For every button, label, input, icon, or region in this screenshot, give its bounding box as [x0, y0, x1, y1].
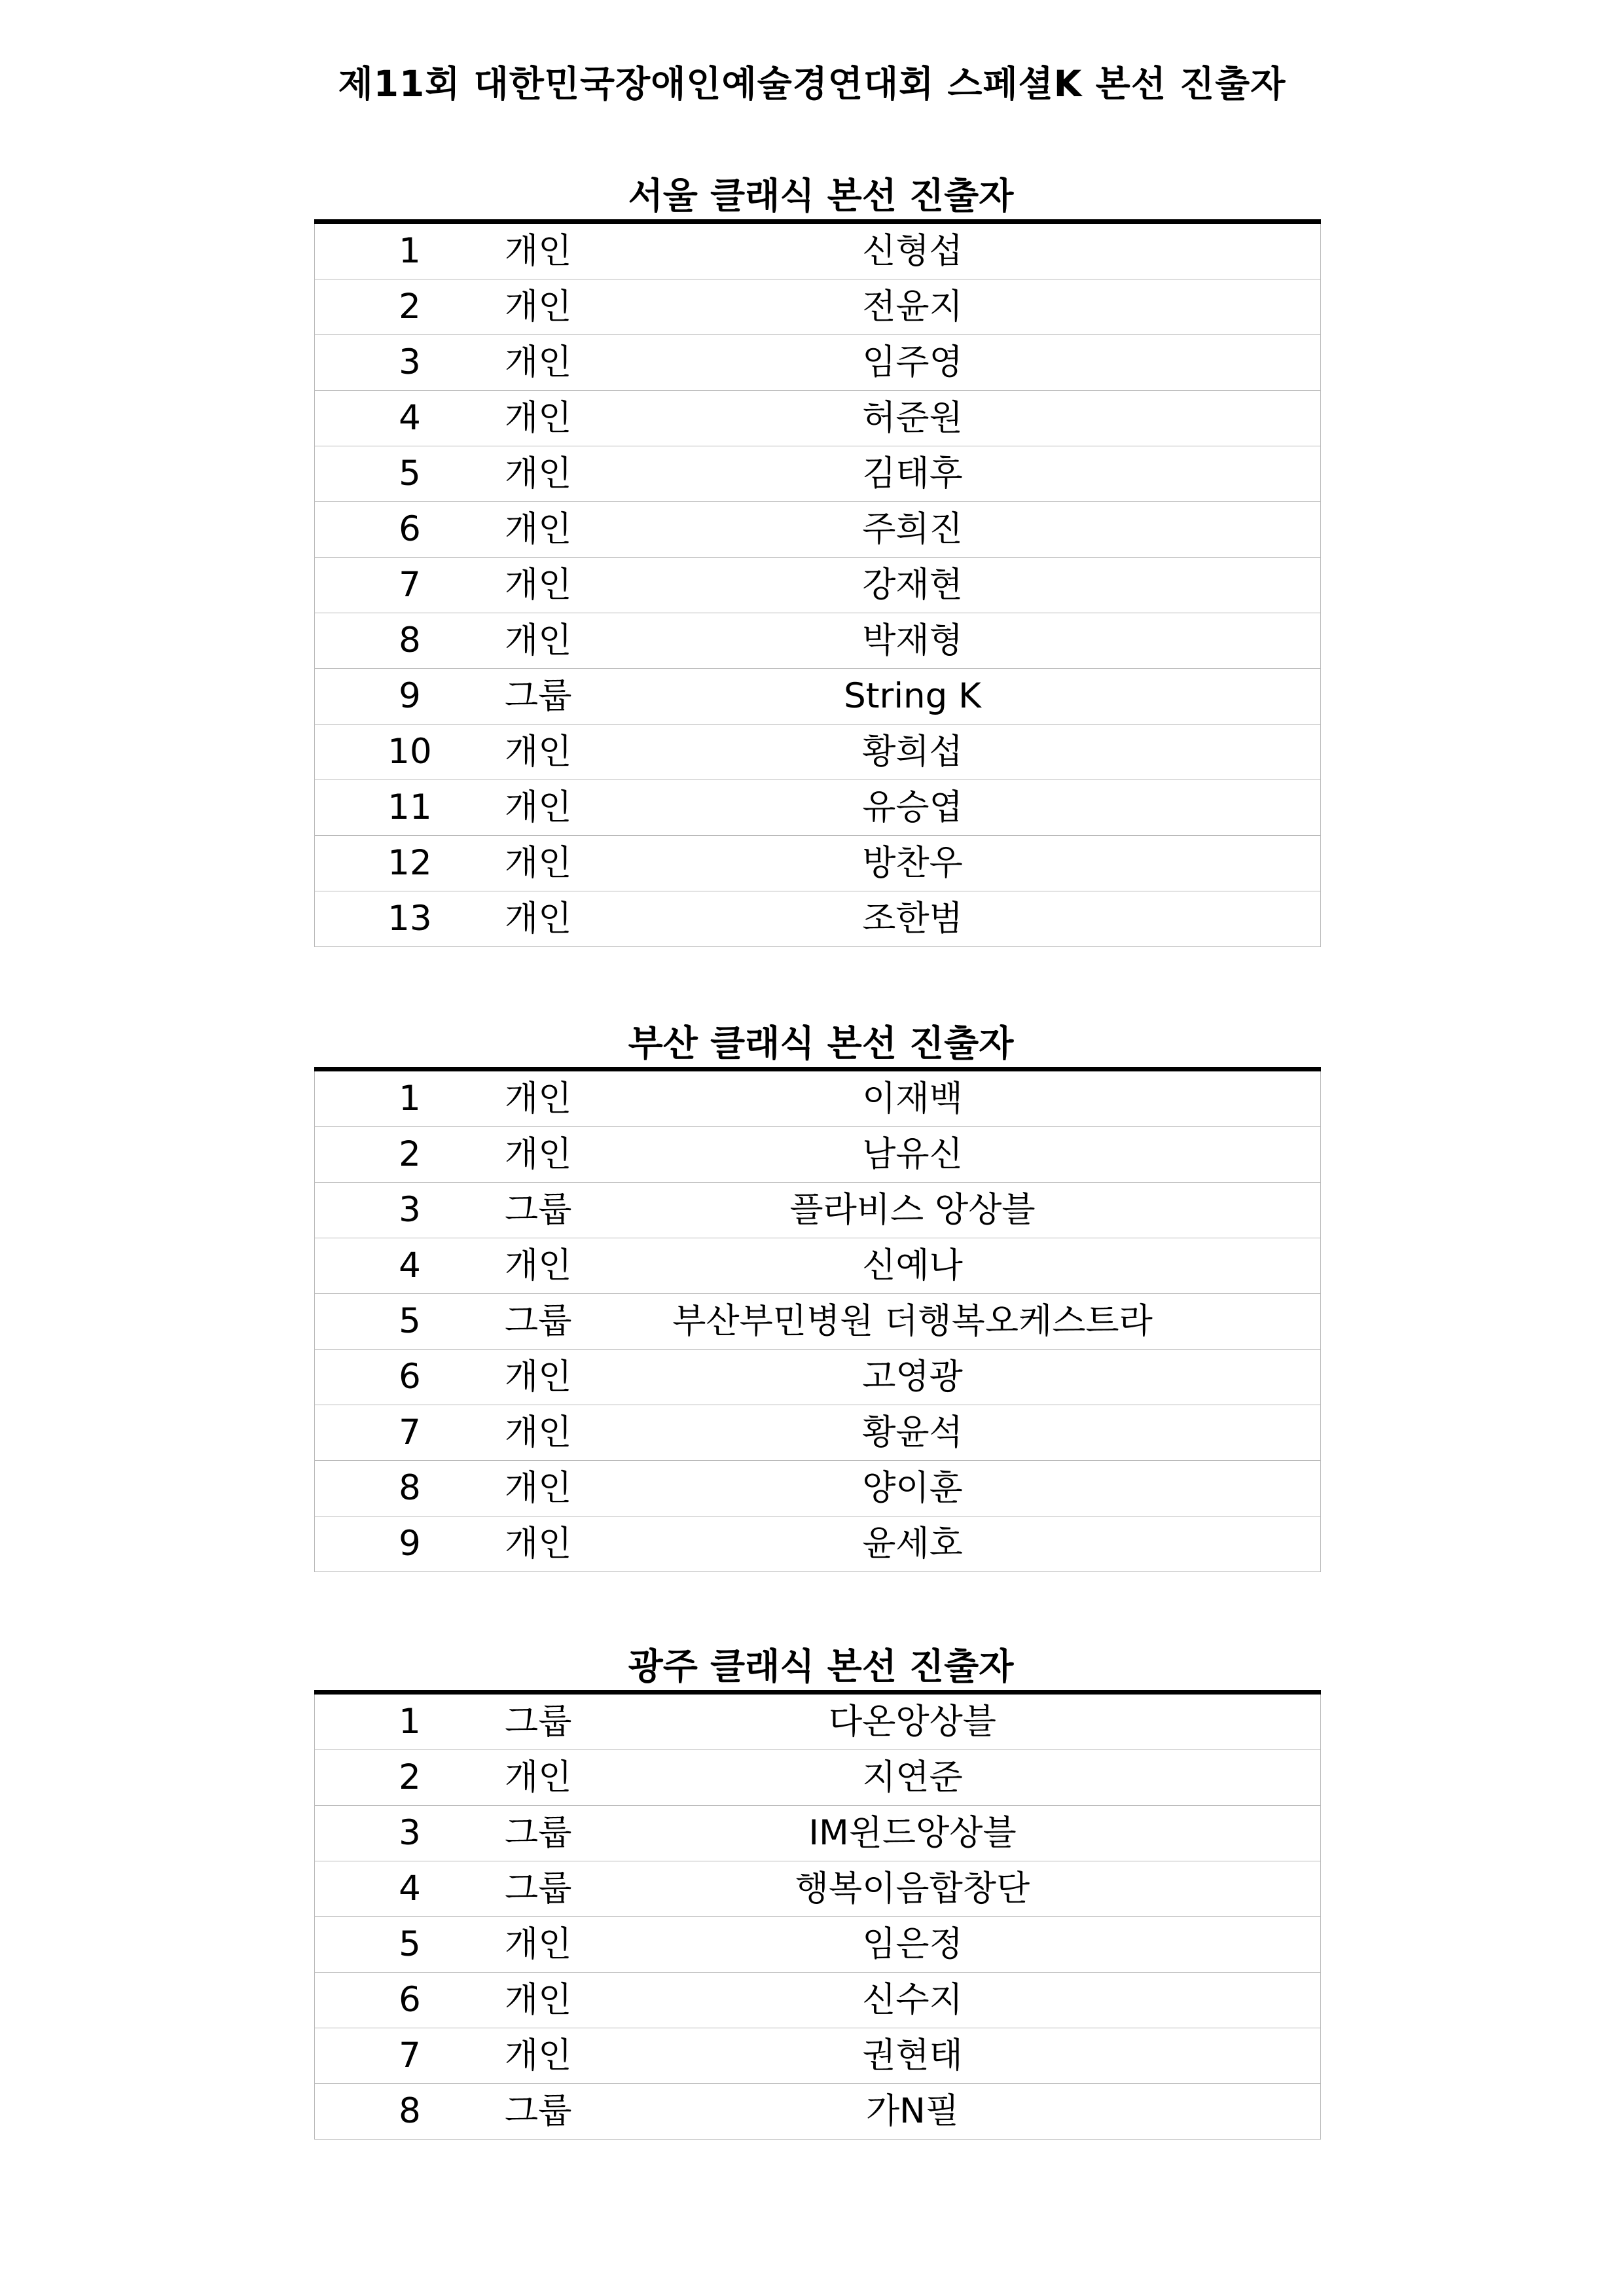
section-title-gwangju: 광주 클래식 본선 진출자	[628, 1645, 1014, 1687]
row-number: 7	[315, 558, 505, 613]
row-number: 2	[315, 1127, 505, 1183]
row-number: 12	[315, 836, 505, 891]
table-row: 7 개인 권현태	[315, 2028, 1321, 2084]
table-row: 3 개인 임주영	[315, 335, 1321, 391]
table-row: 4 개인 신예나	[315, 1238, 1321, 1294]
row-name: 방찬우	[505, 836, 1321, 891]
section-busan	[314, 1021, 1321, 1572]
row-name: 유승엽	[505, 780, 1321, 836]
table-row: 4 그룹 행복이음합창단	[315, 1861, 1321, 1917]
row-number: 3	[315, 1806, 505, 1861]
table-row: 12 개인 방찬우	[315, 836, 1321, 891]
row-name: 황희섭	[505, 725, 1321, 780]
row-name: 권현태	[505, 2028, 1321, 2084]
row-number: 9	[315, 1516, 505, 1572]
row-name: 양이훈	[505, 1461, 1321, 1516]
row-number: 4	[315, 391, 505, 446]
row-number: 13	[315, 891, 505, 947]
row-name: 신형섭	[505, 222, 1321, 279]
row-number: 1	[315, 222, 505, 279]
roster-table-gwangju	[314, 1690, 1321, 2140]
row-name: 윤세호	[505, 1516, 1321, 1572]
row-name: 남유신	[505, 1127, 1321, 1183]
row-name: 신수지	[505, 1973, 1321, 2028]
row-number: 3	[315, 335, 505, 391]
section-gwangju	[314, 1644, 1321, 2140]
row-number: 5	[315, 1917, 505, 1973]
table-row: 13 개인 조한범	[315, 891, 1321, 947]
table-row: 2 개인 전윤지	[315, 279, 1321, 335]
row-number: 5	[315, 1294, 505, 1350]
row-number: 6	[315, 1973, 505, 2028]
row-name: 행복이음합창단	[505, 1861, 1321, 1917]
table-row: 6 개인 주희진	[315, 502, 1321, 558]
row-number: 6	[315, 1350, 505, 1405]
row-name: 이재백	[505, 1069, 1321, 1127]
row-name: 고영광	[505, 1350, 1321, 1405]
row-number: 7	[315, 2028, 505, 2084]
section-seoul	[314, 173, 1321, 947]
table-row: 4 개인 허준원	[315, 391, 1321, 446]
row-number: 9	[315, 669, 505, 725]
row-number: 1	[315, 1069, 505, 1127]
table-row: 1 개인 이재백	[315, 1069, 1321, 1127]
row-number: 2	[315, 1750, 505, 1806]
row-name: 임은정	[505, 1917, 1321, 1973]
table-row: 3 그룹 플라비스 앙상블	[315, 1183, 1321, 1238]
row-name: 주희진	[505, 502, 1321, 558]
row-name: 플라비스 앙상블	[505, 1183, 1321, 1238]
row-number: 4	[315, 1238, 505, 1294]
row-name: 다온앙상블	[505, 1693, 1321, 1750]
row-name: IM윈드앙상블	[505, 1806, 1321, 1861]
section-title-busan: 부산 클래식 본선 진출자	[628, 1022, 1014, 1064]
table-row: 9 그룹 String K	[315, 669, 1321, 725]
table-row: 1 그룹 다온앙상블	[315, 1693, 1321, 1750]
row-name: 지연준	[505, 1750, 1321, 1806]
table-row: 2 개인 지연준	[315, 1750, 1321, 1806]
table-row: 6 개인 고영광	[315, 1350, 1321, 1405]
row-number: 6	[315, 502, 505, 558]
row-name: 황윤석	[505, 1405, 1321, 1461]
row-name: 임주영	[505, 335, 1321, 391]
row-number: 1	[315, 1693, 505, 1750]
row-number: 7	[315, 1405, 505, 1461]
roster-table-seoul	[314, 219, 1321, 947]
table-row: 2 개인 남유신	[315, 1127, 1321, 1183]
table-row: 8 개인 양이훈	[315, 1461, 1321, 1516]
row-number: 8	[315, 2084, 505, 2140]
row-number: 3	[315, 1183, 505, 1238]
row-name: 허준원	[505, 391, 1321, 446]
table-row: 8 그룹 가N필	[315, 2084, 1321, 2140]
row-name: 김태후	[505, 446, 1321, 502]
row-name: 부산부민병원 더행복오케스트라	[505, 1294, 1321, 1350]
table-row: 3 그룹 IM윈드앙상블	[315, 1806, 1321, 1861]
table-row: 5 그룹 부산부민병원 더행복오케스트라	[315, 1294, 1321, 1350]
row-name: String K	[505, 669, 1321, 725]
table-row: 10 개인 황희섭	[315, 725, 1321, 780]
table-row: 11 개인 유승엽	[315, 780, 1321, 836]
row-number: 8	[315, 613, 505, 669]
row-name: 강재현	[505, 558, 1321, 613]
row-number: 10	[315, 725, 505, 780]
row-name: 조한범	[505, 891, 1321, 947]
row-name: 신예나	[505, 1238, 1321, 1294]
row-number: 2	[315, 279, 505, 335]
row-number: 4	[315, 1861, 505, 1917]
table-row: 1 개인 신형섭	[315, 222, 1321, 279]
section-title-seoul: 서울 클래식 본선 진출자	[628, 175, 1014, 217]
row-name: 가N필	[505, 2084, 1321, 2140]
row-name: 전윤지	[505, 279, 1321, 335]
table-row: 7 개인 강재현	[315, 558, 1321, 613]
table-row: 6 개인 신수지	[315, 1973, 1321, 2028]
page-title: 제11회 대한민국장애인예술경연대회 스페셜K 본선 진출자	[338, 63, 1286, 105]
table-row: 9 개인 윤세호	[315, 1516, 1321, 1572]
row-number: 5	[315, 446, 505, 502]
table-row: 7 개인 황윤석	[315, 1405, 1321, 1461]
row-number: 8	[315, 1461, 505, 1516]
table-row: 8 개인 박재형	[315, 613, 1321, 669]
table-row: 5 개인 임은정	[315, 1917, 1321, 1973]
row-number: 11	[315, 780, 505, 836]
roster-table-busan	[314, 1067, 1321, 1572]
row-name: 박재형	[505, 613, 1321, 669]
table-row: 5 개인 김태후	[315, 446, 1321, 502]
